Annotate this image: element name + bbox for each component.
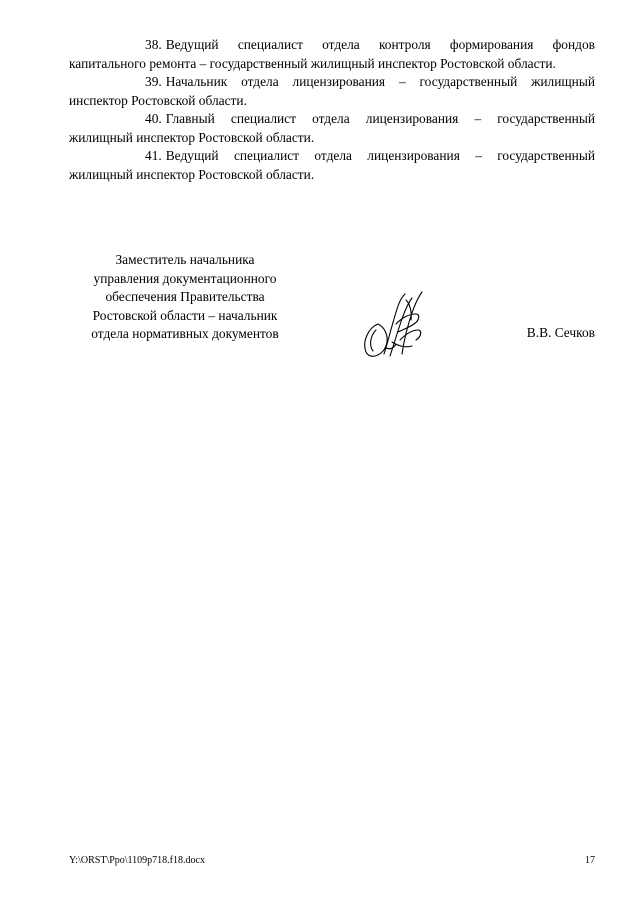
signatory-title-line: Ростовской области – начальник	[92, 307, 278, 323]
signatory-title-line: Заместитель начальника	[115, 252, 255, 267]
list-item-number: 41.	[145, 148, 162, 163]
signatory-title-line: обеспечения Правительства	[105, 289, 265, 304]
list-item	[69, 36, 595, 73]
list-item-text: Ведущий специалист отдела лицензирования – государственный жилищный инспектор Ростовской области.	[69, 148, 595, 182]
list-item-text: Ведущий специалист отдела контроля формирования фондов капитального ремонта – государственный жилищный инспектор Ростовской области.	[69, 37, 595, 71]
signer-name: В.В. Сечков	[526, 325, 595, 340]
signatory-title-line: управления документационного	[93, 270, 277, 286]
handwritten-signature	[356, 284, 436, 364]
list-item	[69, 73, 595, 110]
position-list	[69, 36, 595, 184]
signatory-title	[69, 251, 301, 344]
signatory-title-line: отдела нормативных документов	[91, 326, 279, 341]
list-item-number: 40.	[145, 111, 162, 126]
footer-file-path: Y:\ORST\Ppo\1109p718.f18.docx	[69, 855, 205, 866]
list-item-number: 38.	[145, 37, 162, 52]
list-item-number: 39.	[145, 74, 162, 89]
list-item	[69, 110, 595, 147]
footer-page-number: 17	[585, 855, 595, 866]
list-item-text: Начальник отдела лицензирования – государственный жилищный инспектор Ростовской области.	[69, 74, 595, 108]
list-item-text: Главный специалист отдела лицензирования – государственный жилищный инспектор Ростовской области.	[69, 111, 595, 145]
list-item	[69, 147, 595, 184]
